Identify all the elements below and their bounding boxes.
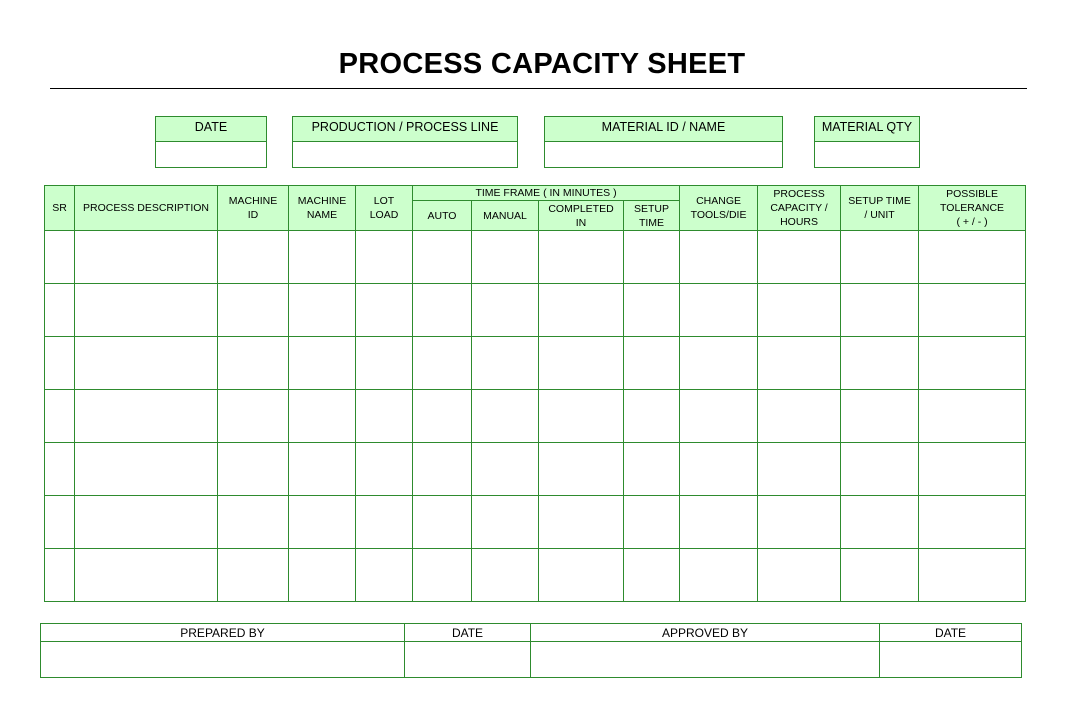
table-cell[interactable] — [472, 549, 539, 602]
table-cell[interactable] — [289, 284, 356, 337]
table-cell[interactable] — [919, 443, 1026, 496]
table-cell[interactable] — [218, 337, 289, 390]
table-cell[interactable] — [356, 390, 413, 443]
table-row — [45, 443, 1026, 496]
table-cell[interactable] — [75, 496, 218, 549]
header-completed-in: COMPLETED IN — [539, 201, 624, 231]
table-cell[interactable] — [758, 390, 841, 443]
header-manual: MANUAL — [472, 201, 539, 231]
approved-by-field[interactable] — [531, 642, 880, 678]
table-cell[interactable] — [841, 549, 919, 602]
table-cell[interactable] — [289, 443, 356, 496]
page-title: PROCESS CAPACITY SHEET — [338, 48, 746, 80]
table-cell[interactable] — [218, 443, 289, 496]
table-cell[interactable] — [472, 390, 539, 443]
material-qty-box — [814, 116, 920, 168]
table-cell[interactable] — [624, 231, 680, 284]
table-cell[interactable] — [75, 390, 218, 443]
header-time-frame: TIME FRAME ( IN MINUTES ) — [413, 186, 680, 201]
approved-by-label: APPROVED BY — [531, 624, 880, 642]
table-cell[interactable] — [289, 231, 356, 284]
header-possible-tolerance: POSSIBLE TOLERANCE ( + / - ) — [919, 186, 1026, 231]
table-cell[interactable] — [624, 337, 680, 390]
table-cell[interactable] — [841, 284, 919, 337]
header-process-description: PROCESS DESCRIPTION — [75, 186, 218, 231]
table-cell[interactable] — [919, 390, 1026, 443]
table-cell[interactable] — [758, 549, 841, 602]
table-cell[interactable] — [841, 337, 919, 390]
table-cell[interactable] — [919, 337, 1026, 390]
table-cell[interactable] — [472, 443, 539, 496]
table-cell[interactable] — [45, 443, 75, 496]
table-cell[interactable] — [624, 443, 680, 496]
header-setup-time: SETUP TIME — [624, 201, 680, 231]
table-cell[interactable] — [680, 231, 758, 284]
table-cell[interactable] — [413, 337, 472, 390]
table-cell[interactable] — [841, 443, 919, 496]
header-sr: SR — [45, 186, 75, 231]
table-cell[interactable] — [472, 231, 539, 284]
table-cell[interactable] — [413, 284, 472, 337]
table-cell[interactable] — [472, 337, 539, 390]
process-table — [44, 185, 1026, 602]
material-id-field[interactable] — [545, 142, 782, 167]
table-cell[interactable] — [472, 496, 539, 549]
table-row — [45, 549, 1026, 602]
table-cell[interactable] — [680, 337, 758, 390]
title-divider — [50, 88, 1027, 89]
date-label-1: DATE — [405, 624, 531, 642]
production-line-box — [292, 116, 518, 168]
table-cell[interactable] — [356, 549, 413, 602]
table-cell[interactable] — [356, 496, 413, 549]
table-cell[interactable] — [624, 496, 680, 549]
table-cell[interactable] — [218, 231, 289, 284]
table-row — [45, 496, 1026, 549]
date-label-2: DATE — [880, 624, 1022, 642]
table-cell[interactable] — [45, 390, 75, 443]
table-cell[interactable] — [45, 549, 75, 602]
table-cell[interactable] — [45, 337, 75, 390]
table-cell[interactable] — [539, 284, 624, 337]
table-row — [45, 390, 1026, 443]
table-cell[interactable] — [539, 231, 624, 284]
table-cell[interactable] — [356, 443, 413, 496]
table-cell[interactable] — [624, 390, 680, 443]
table-cell[interactable] — [75, 337, 218, 390]
production-line-label: PRODUCTION / PROCESS LINE — [293, 117, 517, 142]
table-cell[interactable] — [680, 390, 758, 443]
table-cell[interactable] — [413, 390, 472, 443]
table-cell[interactable] — [218, 390, 289, 443]
table-cell[interactable] — [75, 549, 218, 602]
signature-table — [40, 623, 1022, 678]
table-cell[interactable] — [289, 496, 356, 549]
header-lot-load: LOT LOAD — [356, 186, 413, 231]
table-cell[interactable] — [841, 390, 919, 443]
table-cell[interactable] — [919, 496, 1026, 549]
table-cell[interactable] — [624, 549, 680, 602]
table-cell[interactable] — [680, 549, 758, 602]
material-qty-field[interactable] — [815, 142, 919, 167]
header-change-tools: CHANGE TOOLS/DIE — [680, 186, 758, 231]
date-field[interactable] — [156, 142, 266, 167]
table-cell[interactable] — [539, 549, 624, 602]
table-cell[interactable] — [758, 443, 841, 496]
table-cell[interactable] — [758, 496, 841, 549]
table-cell[interactable] — [919, 549, 1026, 602]
table-cell[interactable] — [289, 337, 356, 390]
table-cell[interactable] — [413, 231, 472, 284]
table-cell[interactable] — [356, 284, 413, 337]
date-box — [155, 116, 267, 168]
table-cell[interactable] — [413, 496, 472, 549]
prepared-by-label: PREPARED BY — [41, 624, 405, 642]
table-cell[interactable] — [539, 337, 624, 390]
table-cell[interactable] — [413, 443, 472, 496]
table-row — [45, 231, 1026, 284]
table-cell[interactable] — [680, 496, 758, 549]
table-cell[interactable] — [680, 443, 758, 496]
table-cell[interactable] — [413, 549, 472, 602]
table-row — [45, 337, 1026, 390]
table-cell[interactable] — [218, 496, 289, 549]
table-cell[interactable] — [472, 284, 539, 337]
material-id-box — [544, 116, 783, 168]
table-cell[interactable] — [356, 231, 413, 284]
header-auto: AUTO — [413, 201, 472, 231]
production-line-field[interactable] — [293, 142, 517, 167]
table-cell[interactable] — [218, 284, 289, 337]
table-cell[interactable] — [758, 231, 841, 284]
table-cell[interactable] — [539, 443, 624, 496]
table-cell[interactable] — [919, 231, 1026, 284]
date-field-1[interactable] — [405, 642, 531, 678]
table-cell[interactable] — [45, 496, 75, 549]
table-cell[interactable] — [356, 337, 413, 390]
table-cell[interactable] — [841, 496, 919, 549]
table-cell[interactable] — [45, 231, 75, 284]
material-qty-label: MATERIAL QTY — [815, 117, 919, 142]
table-cell[interactable] — [289, 390, 356, 443]
table-cell[interactable] — [624, 284, 680, 337]
table-cell[interactable] — [289, 549, 356, 602]
date-label: DATE — [156, 117, 266, 142]
table-cell[interactable] — [680, 284, 758, 337]
header-machine-name: MACHINE NAME — [289, 186, 356, 231]
header-machine-id: MACHINE ID — [218, 186, 289, 231]
table-cell[interactable] — [45, 284, 75, 337]
prepared-by-field[interactable] — [41, 642, 405, 678]
table-cell[interactable] — [919, 284, 1026, 337]
table-cell[interactable] — [75, 443, 218, 496]
table-cell[interactable] — [539, 390, 624, 443]
table-body — [45, 231, 1026, 602]
table-cell[interactable] — [218, 549, 289, 602]
table-cell[interactable] — [758, 284, 841, 337]
date-field-2[interactable] — [880, 642, 1022, 678]
table-cell[interactable] — [75, 284, 218, 337]
table-cell[interactable] — [841, 231, 919, 284]
table-cell[interactable] — [539, 496, 624, 549]
table-cell[interactable] — [75, 231, 218, 284]
table-row — [45, 284, 1026, 337]
material-id-label: MATERIAL ID / NAME — [545, 117, 782, 142]
header-process-capacity: PROCESS CAPACITY / HOURS — [758, 186, 841, 231]
table-cell[interactable] — [758, 337, 841, 390]
header-setup-time-unit: SETUP TIME / UNIT — [841, 186, 919, 231]
